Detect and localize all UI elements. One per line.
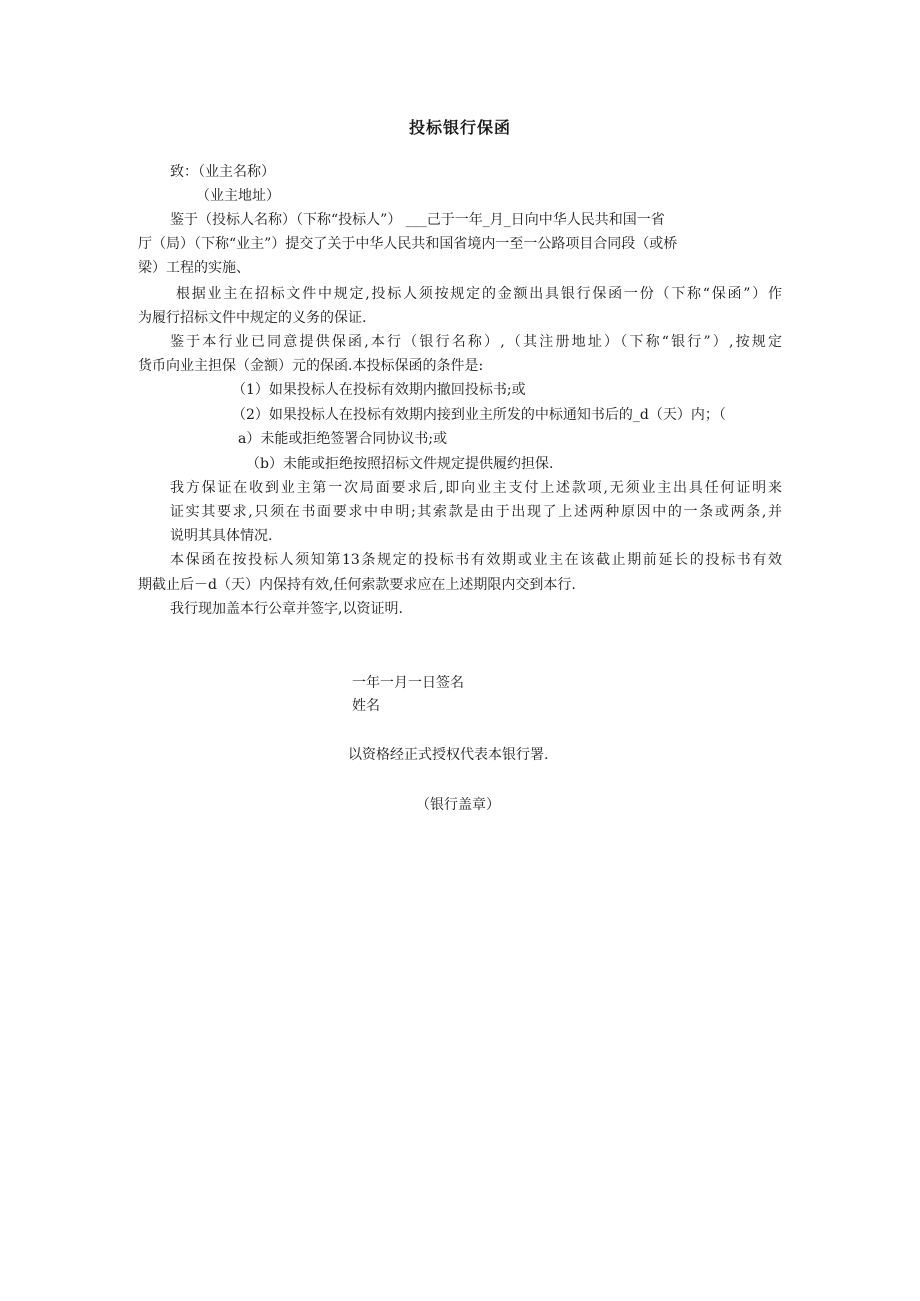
document-title: 投标银行保函	[408, 118, 511, 137]
paragraph-line: 货币向业主担保（金额）元的保函.本投标保函的条件是:	[138, 358, 484, 374]
paragraph-line: 鉴于本行业已同意提供保函,本行（银行名称）,（其注册地址）（下称“银行”）,按规定	[170, 334, 782, 350]
paragraph-line: 梁）工程的实施、	[138, 260, 250, 276]
signature-name-line: 姓名	[352, 698, 380, 714]
bank-seal-label: （银行盖章）	[416, 797, 500, 813]
paragraph-line: 我行现加盖本行公章并签字,以资证明.	[170, 601, 403, 617]
paragraph-line: 为履行招标文件中规定的义务的保证.	[138, 310, 367, 326]
addressee-to: 致：（业主名称）	[170, 164, 275, 180]
paragraph-line: 说明其具体情况.	[170, 528, 273, 544]
signature-authority: 以资格经正式授权代表本银行署.	[348, 747, 549, 763]
condition-item: （1）如果投标人在投标有效期内撤回投标书;或	[232, 382, 526, 398]
signature-date-line: 一年一月一日签名	[352, 675, 464, 691]
condition-item: a）未能或拒绝签署合同协议书;或	[238, 431, 448, 447]
paragraph-line: 本保函在按投标人须知第13条规定的投标书有效期或业主在该截止期前延长的投标书有效	[170, 552, 782, 568]
paragraph-line: 我方保证在收到业主第一次局面要求后,即向业主支付上述款项,无须业主出具任何证明来	[170, 480, 782, 496]
condition-item: （2）如果投标人在投标有效期内接到业主所发的中标通知书后的_d（天）内；（	[232, 407, 726, 423]
condition-item: （b）未能或拒绝按照招标文件规定提供履约担保.	[246, 456, 554, 472]
paragraph-line: 鉴于（投标人名称）（下称“投标人”） ___己于一年_月_日向中华人民共和国一省	[170, 212, 665, 228]
paragraph-line: 期截止后－d（天）内保持有效,任何索款要求应在上述期限内交到本行.	[138, 577, 576, 593]
paragraph-line: 证实其要求,只须在书面要求中申明;其索款是由于出现了上述两种原因中的一条或两条,并	[170, 504, 782, 520]
paragraph-line: 厅（局）（下称“业主”）提交了关于中华人民共和国省境内一至一公路项目合同段（或桥	[138, 236, 678, 252]
addressee-address: （业主地址）	[196, 188, 280, 204]
paragraph-line: 根据业主在招标文件中规定,投标人须按规定的金额出具银行保函一份（下称“保函”）作	[176, 286, 782, 302]
